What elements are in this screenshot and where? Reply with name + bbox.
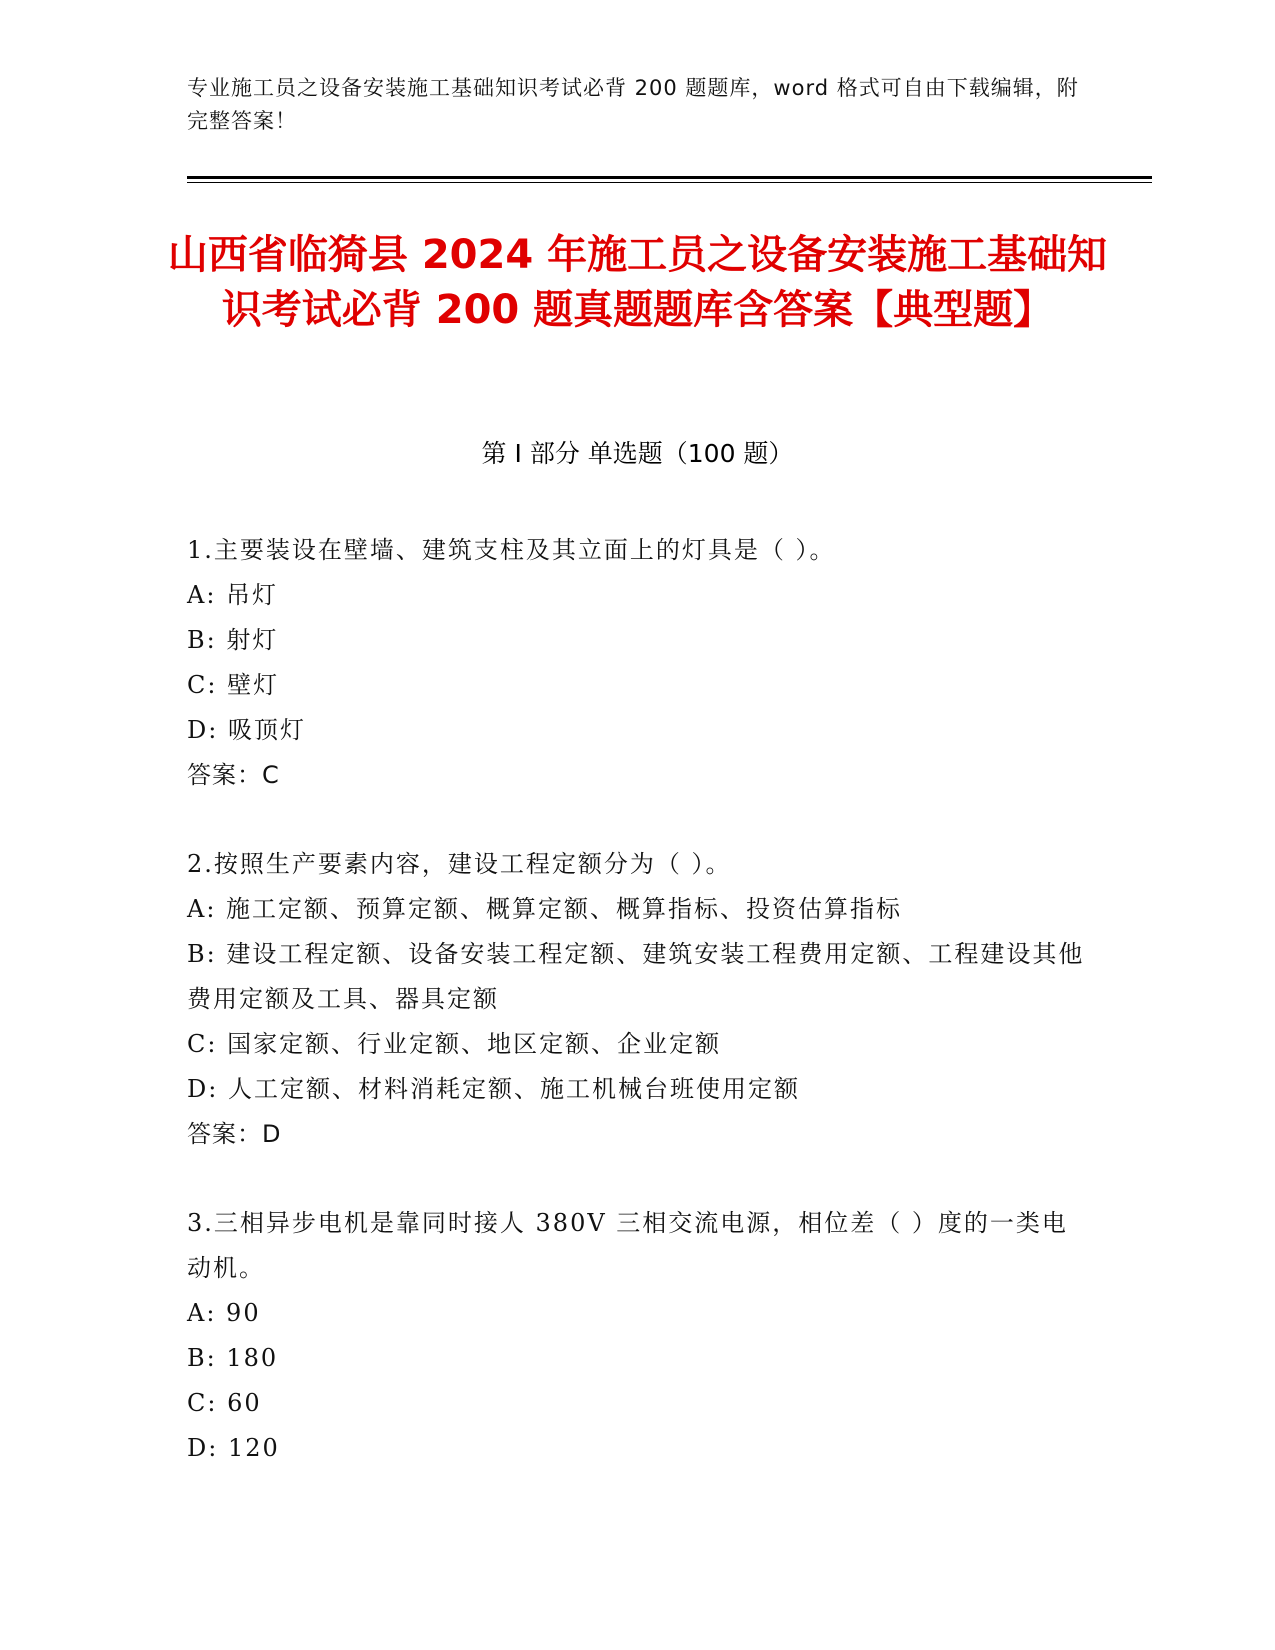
option-a: A: 吊灯 <box>187 581 279 609</box>
option-b: B: 射灯 <box>187 626 279 654</box>
option-d: D: 吸顶灯 <box>187 716 306 744</box>
section-heading: 第 I 部分 单选题（100 题） <box>481 439 794 468</box>
option-c: C: 60 <box>187 1389 262 1417</box>
header-note: 专业施工员之设备安装施工基础知识考试必背 200 题题库，word 格式可自由下载编辑，附完整答案！ <box>187 76 1079 133</box>
answer-line: 答案：C <box>187 761 280 789</box>
option-b: B: 180 <box>187 1344 279 1372</box>
question-stem: 3.三相异步电机是靠同时接人 380V 三相交流电源，相位差（ ）度的一类电动机。 <box>187 1209 1068 1282</box>
option-a: A: 90 <box>187 1299 261 1327</box>
option-b: B: 建设工程定额、设备安装工程定额、建筑安装工程费用定额、工程建设其他费用定额及工具、器具定额 <box>187 940 1085 1013</box>
option-c: C: 壁灯 <box>187 671 280 699</box>
question-item <box>187 528 1087 798</box>
answer-line: 答案：D <box>187 1120 282 1148</box>
question-item <box>187 842 1087 1157</box>
header-divider-thick <box>187 176 1152 179</box>
option-d: D: 120 <box>187 1434 280 1462</box>
document-title: 山西省临猗县 2024 年施工员之设备安装施工基础知识考试必背 200 题真题题库含答案【典型题】 <box>167 232 1108 333</box>
question-stem: 1.主要装设在壁墙、建筑支柱及其立面上的灯具是（ ）。 <box>187 536 836 564</box>
option-c: C: 国家定额、行业定额、地区定额、企业定额 <box>187 1030 722 1058</box>
question-item <box>187 1201 1087 1471</box>
question-list <box>187 528 1087 1515</box>
option-a: A: 施工定额、预算定额、概算定额、概算指标、投资估算指标 <box>187 895 903 923</box>
question-stem: 2.按照生产要素内容，建设工程定额分为（ ）。 <box>187 850 732 878</box>
option-d: D: 人工定额、材料消耗定额、施工机械台班使用定额 <box>187 1075 800 1103</box>
header-divider-thin <box>187 182 1152 183</box>
